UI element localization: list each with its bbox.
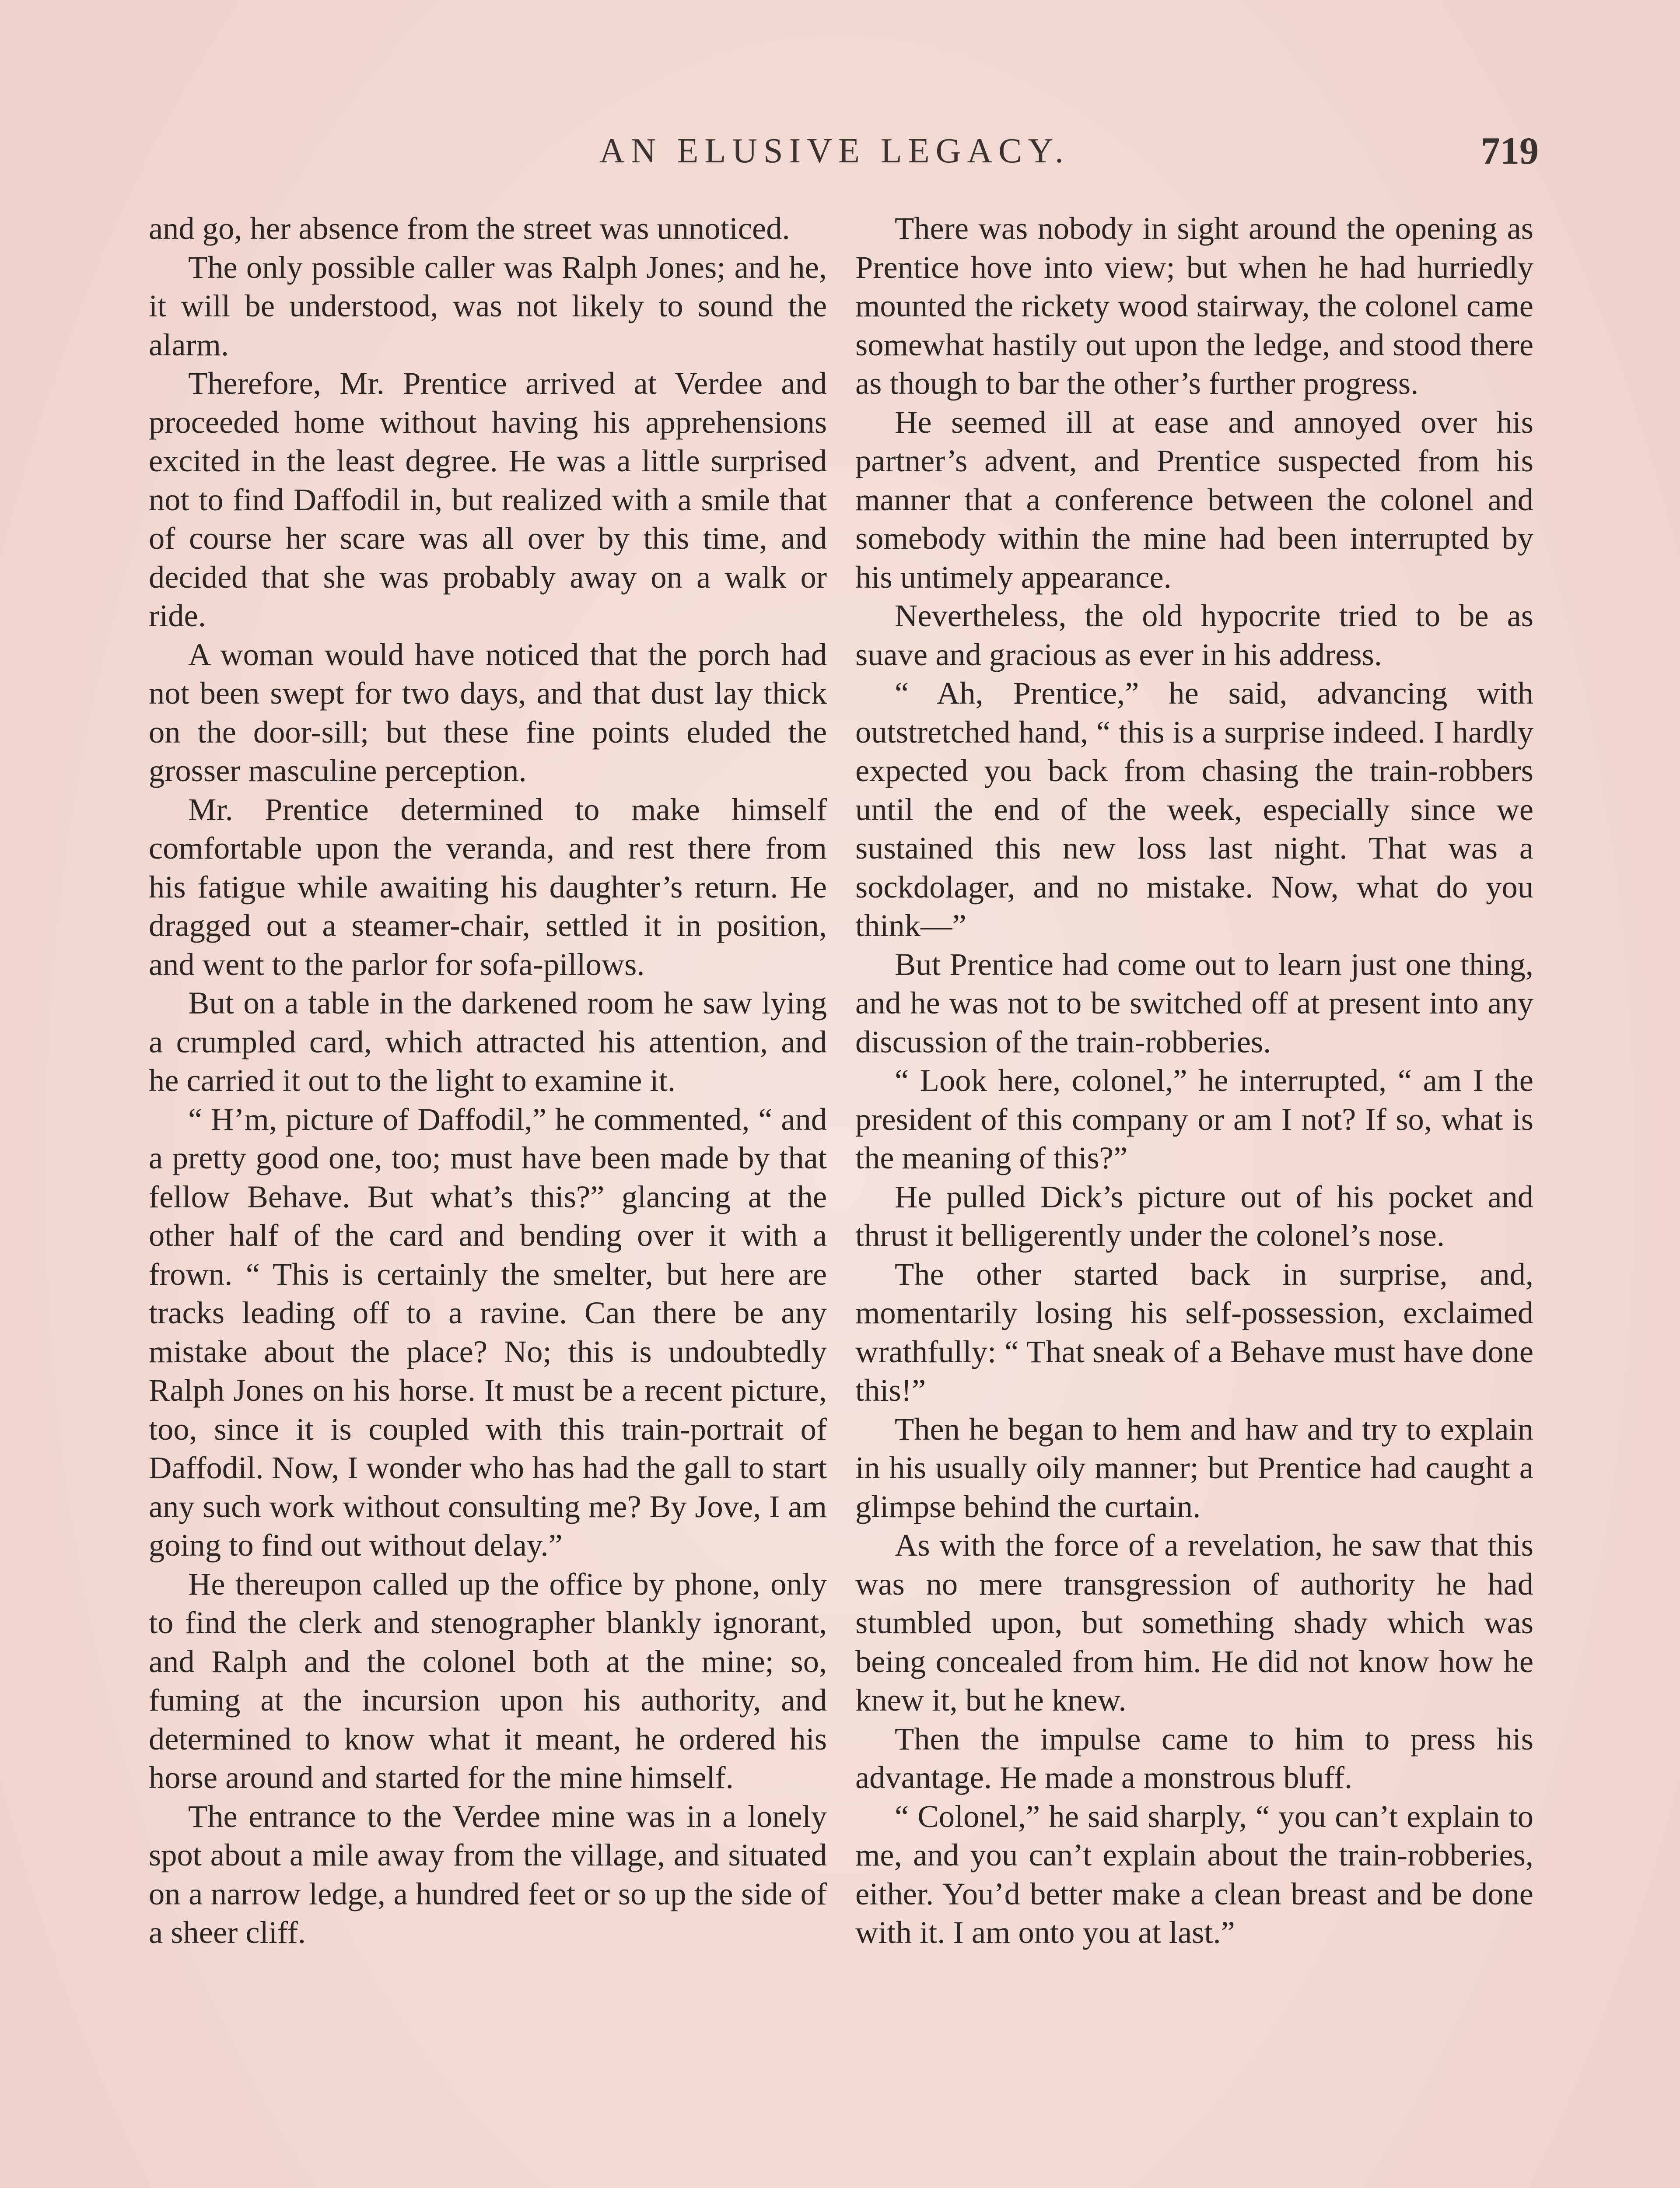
paragraph: “ H’m, picture of Daffodil,” he commented, “ and a pretty good one, too; must have been made by that fellow Behave. But what’s this?” glancing at the other half of the card and bending over it with a frown. “ This is certainly the smelter, but here are tracks leading off to a ravine. Can there be any mistake about the place? No; this is undoubtedly Ralph Jones on his horse. It must be a recent picture, too, since it is coupled with this train-portrait of Daffodil. Now, I wonder who has had the gall to start any such work without consulting me? By Jove, I am going to find out without delay.” xyxy=(149,1101,827,1563)
page-number: 719 xyxy=(1481,130,1539,172)
paragraph: As with the force of a revelation, he saw that this was no mere transgression of authority he had stumbled upon, but something shady which was being concealed from him. He did not know how he knew it, but he knew. xyxy=(855,1527,1533,1718)
paragraph: The other started back in surprise, and, momentarily losing his self-possession, exclaimed wrathfully: “ That sneak of a Behave must have done this!” xyxy=(855,1256,1533,1408)
paragraph: and go, her absence from the street was unnoticed. xyxy=(149,210,790,246)
paragraph: There was nobody in sight around the opening as Prentice hove into view; but when he had hurriedly mounted the rickety wood stairway, the colonel came somewhat hastily out upon the ledge, and stood there as though to bar the other’s further progress. xyxy=(855,210,1533,401)
paragraph: “ Look here, colonel,” he interrupted, “ am I the president of this company or am I not? If so, what is the meaning of this?” xyxy=(855,1062,1533,1175)
paragraph: A woman would have noticed that the porch had not been swept for two days, and that dust lay thick on the door-sill; but these fine points eluded the grosser masculine perception. xyxy=(149,636,827,788)
paragraph: The only possible caller was Ralph Jones; and he, it will be understood, was not likely to sound the alarm. xyxy=(149,249,827,362)
paragraph: “ Colonel,” he said sharply, “ you can’t explain to me, and you can’t explain about the train-robberies, either. You’d better make a clean breast and be done with it. I am onto you at last.” xyxy=(855,1798,1533,1950)
paragraph: He thereupon called up the office by phone, only to find the clerk and stenographer blankly ignorant, and Ralph and the colonel both at the mine; so, fuming at the incursion upon his authority, and determined to know what it meant, he ordered his horse around and started for the mine himself. xyxy=(149,1566,827,1795)
paragraph: Mr. Prentice determined to make himself comfortable upon the veranda, and rest there from his fatigue while awaiting his daughter’s return. He dragged out a steamer-chair, settled it in position, and went to the parlor for sofa-pillows. xyxy=(149,791,827,982)
paragraph: The entrance to the Verdee mine was in a lonely spot about a mile away from the village, and situated on a narrow ledge, a hundred feet or so up the side of a sheer cliff. xyxy=(149,1798,827,1950)
paragraph: Therefore, Mr. Prentice arrived at Verdee and proceeded home without having his apprehensions excited in the least degree. He was a little surprised not to find Daffodil in, but realized with a smile that of course her scare was all over by this time, and decided that she was probably away on a walk or ride. xyxy=(149,365,827,633)
paragraph: “ Ah, Prentice,” he said, advancing with outstretched hand, “ this is a surprise indeed. I hardly expected you back from chasing the train-robbers until the end of the week, especially since we sustained this new loss last night. That was a sockdolager, and no mistake. Now, what do you think—” xyxy=(855,675,1533,943)
paragraph: But Prentice had come out to learn just one thing, and he was not to be switched off at present into any discussion of the train-robberies. xyxy=(855,946,1533,1059)
paragraph: Then the impulse came to him to press his advantage. He made a monstrous bluff. xyxy=(855,1721,1533,1795)
paragraph: Then he began to hem and haw and try to explain in his usually oily manner; but Prentice had caught a glimpse behind the curtain. xyxy=(855,1411,1533,1524)
paragraph: Nevertheless, the old hypocrite tried to be as suave and gracious as ever in his address. xyxy=(855,598,1533,672)
paragraph: He seemed ill at ease and annoyed over his partner’s advent, and Prentice suspected from his manner that a conference between the colonel and somebody within the mine had been interrupted by his untimely appearance. xyxy=(855,404,1533,595)
running-head: AN ELUSIVE LEGACY. xyxy=(599,132,1070,170)
paragraph: But on a table in the darkened room he saw lying a crumpled card, which attracted his attention, and he carried it out to the light to examine it. xyxy=(149,985,827,1098)
right-column xyxy=(855,209,1533,1952)
left-column xyxy=(149,209,827,1952)
paragraph: He pulled Dick’s picture out of his pocket and thrust it belligerently under the colonel’s nose. xyxy=(855,1178,1533,1253)
